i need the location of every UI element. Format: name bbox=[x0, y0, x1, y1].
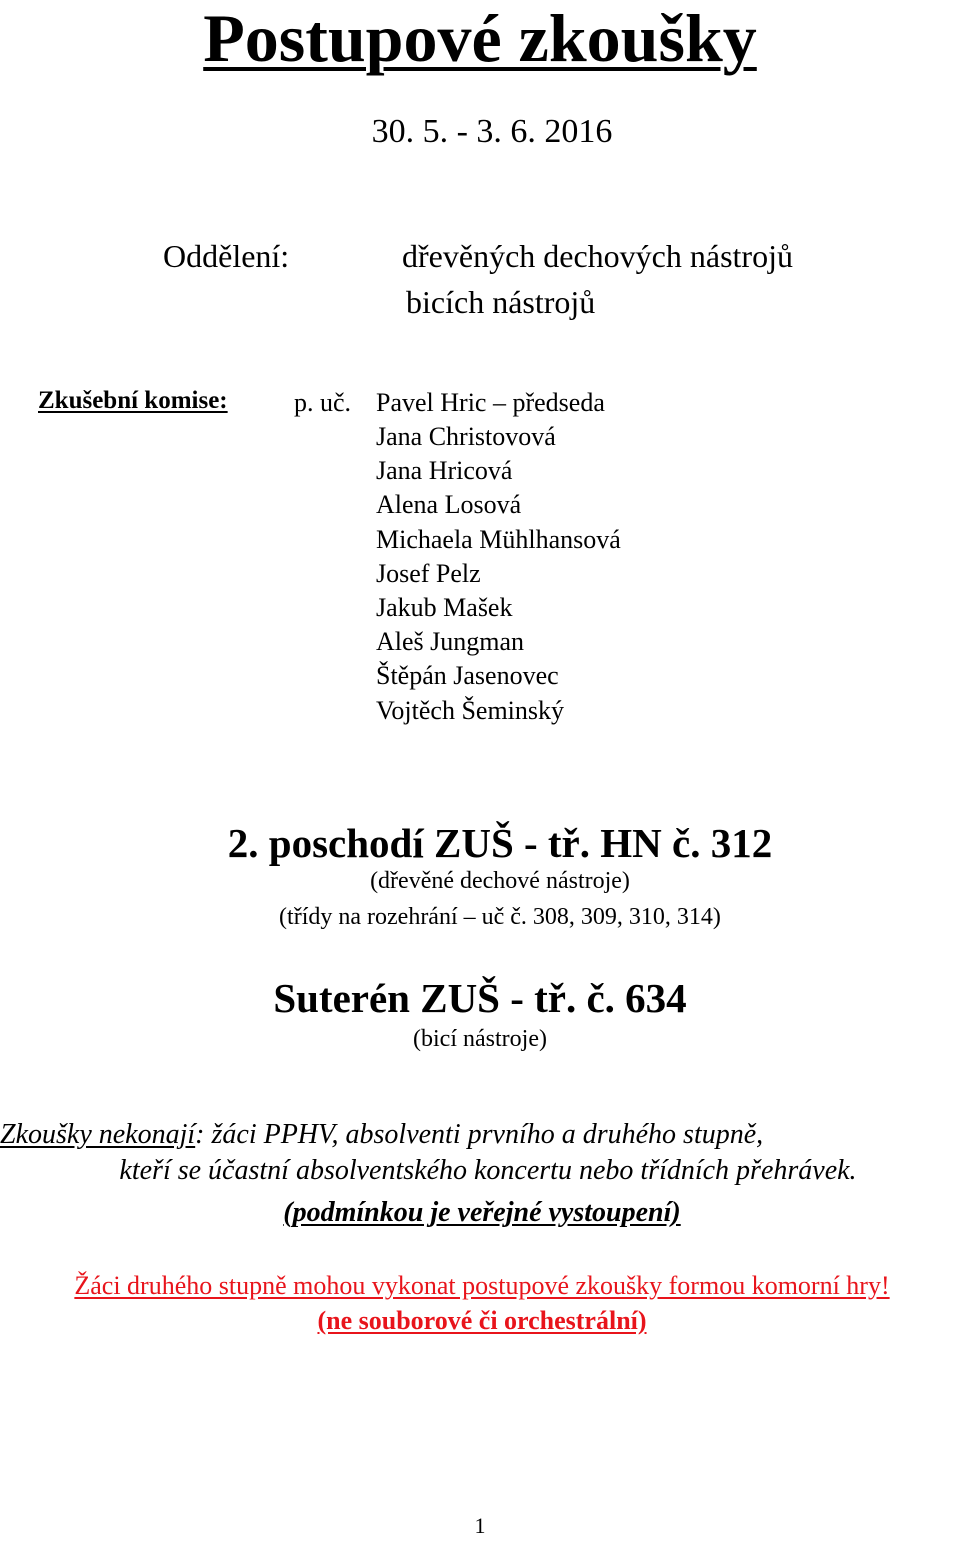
location-subtitle: (dřevěné dechové nástroje) bbox=[370, 868, 630, 894]
location-subtitle: (bicí nástroje) bbox=[413, 1026, 547, 1052]
notice-line-1: Žáci druhého stupně mohou vykonat postupové zkoušky formou komorní hry! bbox=[74, 1271, 890, 1300]
committee-member: Josef Pelz bbox=[376, 559, 481, 588]
location-title: 2. poschodí ZUŠ - tř. HN č. 312 bbox=[227, 820, 773, 866]
exam-dates: 30. 5. - 3. 6. 2016 bbox=[371, 113, 613, 150]
exemptions-line-1: Zkoušky nekonají: žáci PPHV, absolventi prvního a druhého stupně, bbox=[0, 1119, 764, 1150]
notice-line-2: (ne souborové či orchestrální) bbox=[317, 1306, 647, 1335]
department-line-2: bicích nástrojů bbox=[406, 284, 596, 320]
committee-member: Alena Losová bbox=[376, 490, 522, 519]
committee-member: Štěpán Jasenovec bbox=[376, 661, 559, 690]
location-title: Suterén ZUŠ - tř. č. 634 bbox=[273, 975, 687, 1021]
committee-label: Zkušební komise: bbox=[38, 387, 228, 414]
committee-member: Michaela Mühlhansová bbox=[376, 525, 621, 554]
committee-member: Pavel Hric – předseda bbox=[376, 388, 605, 417]
page-number: 1 bbox=[474, 1513, 486, 1538]
committee-member: Jakub Mašek bbox=[376, 593, 513, 622]
committee-member: Aleš Jungman bbox=[376, 627, 525, 656]
department-label: Oddělení: bbox=[163, 238, 290, 274]
committee-member: Vojtěch Šeminský bbox=[376, 696, 565, 725]
committee-member: Jana Christovová bbox=[376, 422, 556, 451]
committee-prefix: p. uč. bbox=[294, 388, 352, 417]
committee-member: Jana Hricová bbox=[376, 456, 513, 485]
department-line-1: dřevěných dechových nástrojů bbox=[402, 238, 793, 274]
exemptions-line-2: kteří se účastní absolventského koncertu nebo třídních přehrávek. bbox=[119, 1155, 857, 1186]
exemptions-label: Zkoušky nekonají bbox=[0, 1119, 196, 1150]
exemptions-text: žáci PPHV, absolventi prvního a druhého stupně, bbox=[204, 1119, 764, 1150]
exemptions-condition: (podmínkou je veřejné vystoupení) bbox=[283, 1197, 681, 1228]
location-subtitle: (třídy na rozehrání – uč č. 308, 309, 310, 314) bbox=[279, 904, 721, 930]
page-title: Postupové zkoušky bbox=[203, 0, 757, 76]
